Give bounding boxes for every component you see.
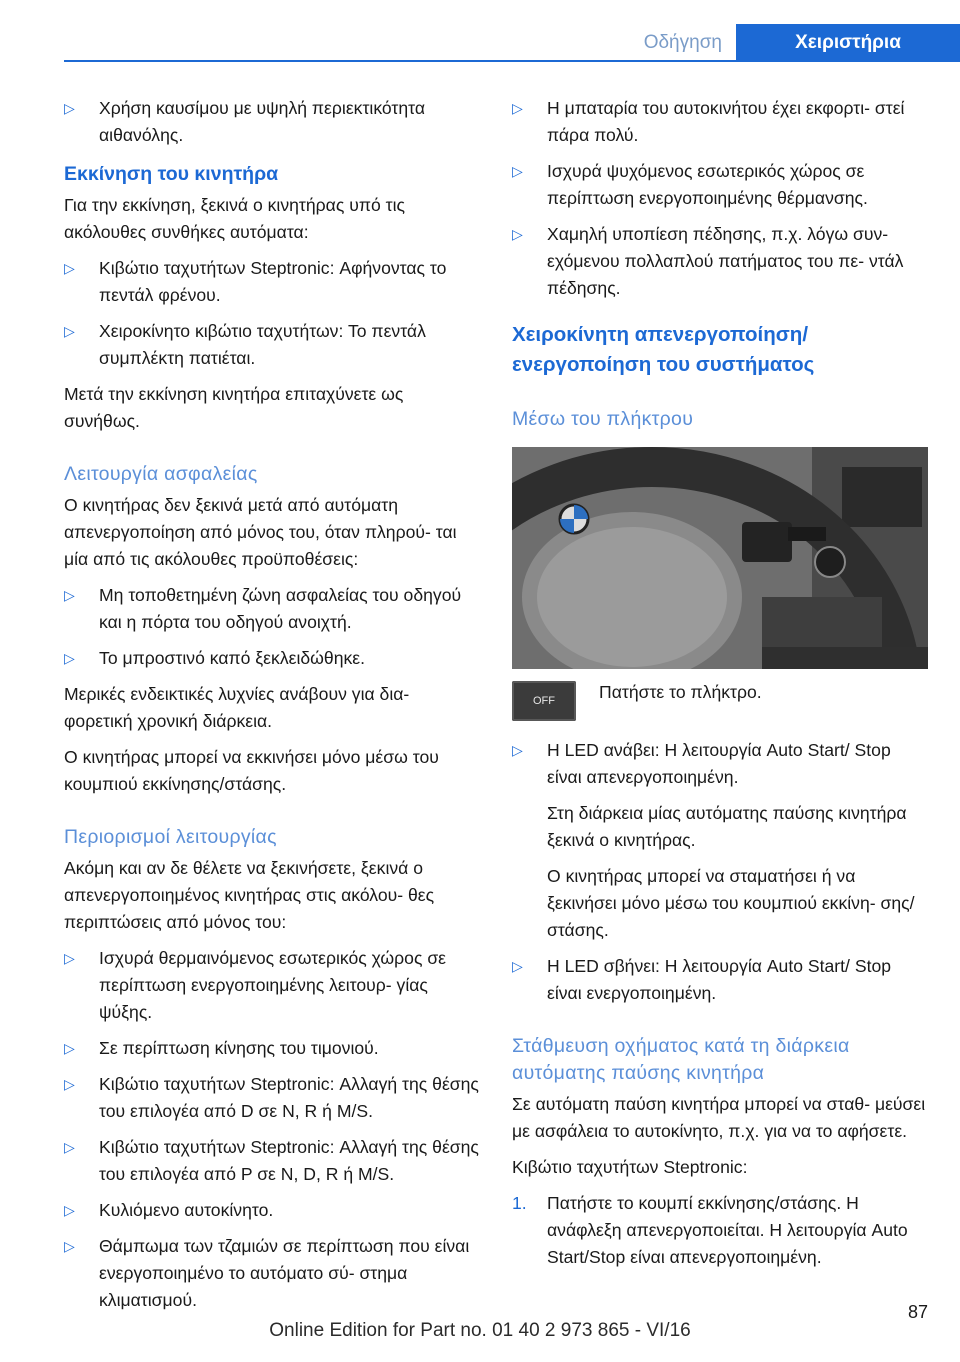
steering-wheel-illustration [512,447,928,669]
section-heading-function-limits: Περιορισμοί λειτουργίας [64,826,277,848]
list-item: ▷ Χαμηλή υποπίεση πέδησης, π.χ. λόγω συν‐ εχόμενου πολλαπλού πατήματος του πε‐ ντάλ πέδησης. [512,221,928,302]
bullet-icon: ▷ [512,742,523,758]
list-item: ▷ Κιβώτιο ταχυτήτων Steptronic: Αλλαγή της θέσης του επιλογέα από D σε N, R ή M/S. [64,1071,479,1125]
section-heading-manual-toggle: Χειροκίνητη απενεργοποίηση/ ενεργοποίηση του συστήματος [512,323,815,376]
paragraph: Κιβώτιο ταχυτήτων Steptronic: [512,1157,748,1177]
bullet-list [64,255,479,372]
numbered-list [512,1190,928,1271]
paragraph: Σε αυτόματη παύση κινητήρα μπορεί να σταθ‐ μεύσει με ασφάλεια το αυτοκίνητο, π.χ. για να το αφήσετε. [512,1094,926,1141]
paragraph: Ο κινητήρας μπορεί να εκκινήσει μόνο μέσω του κουμπιού εκκίνησης/στάσης. [64,747,439,794]
bullet-icon: ▷ [64,1040,75,1056]
indented-text: Στη διάρκεια μίας αυτόματης παύσης κινητήρα ξεκινά ο κινητήρας. [547,803,907,850]
list-item: ▷ Η LED σβήνει: Η λειτουργία Auto Start/ Stop είναι ενεργοποιημένη. [512,953,928,1007]
list-item: ▷ Η μπαταρία του αυτοκινήτου έχει εκφορτι‐ στεί πάρα πολύ. [512,95,928,149]
list-item: ▷ Σε περίπτωση κίνησης του τιμονιού. [64,1035,479,1062]
list-item: ▷ Ισχυρά θερμαινόμενος εσωτερικός χώρος σε περίπτωση ενεργοποιημένης λειτουρ‐ γίας ψύξης. [64,945,479,1026]
section-heading-engine-start: Εκκίνηση του κινητήρα [64,163,279,185]
right-column [512,95,928,1280]
bullet-icon: ▷ [64,650,75,666]
bullet-icon: ▷ [64,1238,75,1254]
list-item: ▷ Το μπροστινό καπό ξεκλειδώθηκε. [64,645,479,672]
paragraph: Πατήστε το πλήκτρο. [599,682,762,702]
left-column [64,95,479,1323]
bullet-icon: ▷ [64,323,75,339]
button-icon-label: OFF [533,695,555,707]
list-item: ▷ Μη τοποθετημένη ζώνη ασφαλείας του οδηγού και η πόρτα του οδηγού ανοιχτή. [64,582,479,636]
bullet-list [512,95,928,302]
page-header [0,0,960,62]
paragraph: Ο κινητήρας δεν ξεκινά μετά από αυτόματη απενεργοποίηση από μόνος του, όταν πληρού‐ ται μία από τις ακόλουθες προϋποθέσεις: [64,495,457,569]
bullet-icon: ▷ [512,163,523,179]
list-item: ▷ Κιβώτιο ταχυτήτων Steptronic: Αφήνοντας το πεντάλ φρένου. [64,255,479,309]
bullet-icon: ▷ [64,1139,75,1155]
section-heading-via-button: Μέσω του πλήκτρου [512,408,694,430]
bullet-icon: ▷ [64,1202,75,1218]
button-instruction [512,679,928,727]
bullet-icon: ▷ [64,260,75,276]
header-rule [64,60,960,62]
page-footer [0,1302,960,1362]
paragraph: Μετά την εκκίνηση κινητήρα επιταχύνετε ως συνήθως. [64,384,404,431]
auto-start-stop-off-button-icon [512,681,576,721]
list-item: ▷ Κιβώτιο ταχυτήτων Steptronic: Αλλαγή της θέσης του επιλογέα από P σε N, D, R ή M/S. [64,1134,479,1188]
paragraph: Μερικές ενδεικτικές λυχνίες ανάβουν για δια‐ φορετική χρονική διάρκεια. [64,684,410,731]
bullet-icon: ▷ [64,100,75,116]
page-number: 87 [907,1302,928,1322]
section-heading-parking: Στάθμευση οχήματος κατά τη διάρκεια αυτόματης παύσης κινητήρα [512,1035,850,1084]
list-item: ▷ Χειροκίνητο κιβώτιο ταχυτήτων: Το πεντάλ συμπλέκτη πατιέται. [64,318,479,372]
list-item: ▷ Χρήση καυσίμου με υψηλή περιεκτικότητα αιθανόλης. [64,95,479,149]
step-number: 1. [512,1193,527,1213]
list-item: ▷ Θάμπωμα των τζαμιών σε περίπτωση που είναι ενεργοποιημένο το αυτόματο σύ‐ στημα κλιματισμού. [64,1233,479,1314]
bullet-list [512,737,928,1007]
bullet-icon: ▷ [512,226,523,242]
bullet-icon: ▷ [512,100,523,116]
list-item: ▷ Ισχυρά ψυχόμενος εσωτερικός χώρος σε περίπτωση ενεργοποιημένης θέρμανσης. [512,158,928,212]
bullet-icon: ▷ [512,958,523,974]
section-heading-safety-function: Λειτουργία ασφαλείας [64,463,258,485]
header-tab-controls[interactable]: Χειριστήρια [736,24,960,62]
indented-text: Ο κινητήρας μπορεί να σταματήσει ή να ξεκινήσει μόνο μέσω του κουμπιού εκκίνη‐ σης/στάσης. [547,866,915,940]
bullet-list [64,95,479,149]
list-item: ▷ Η LED ανάβει: Η λειτουργία Auto Start/ Stop είναι απενεργοποιημένη. Στη διάρκεια μίας αυτόματης παύσης κινητήρα ξεκινά ο κινητήρας. Ο κινητήρας μπορεί να σταματήσει ή να ξεκινήσει μόνο μέσω του κουμπιού εκκίνη‐ σης/στάσης. [512,737,928,944]
bullet-icon: ▷ [64,587,75,603]
header-tab-driving[interactable]: Οδήγηση [643,32,722,53]
edition-line: Online Edition for Part no. 01 40 2 973 865 - VI/16 [269,1320,691,1341]
paragraph: Για την εκκίνηση, ξεκινά ο κινητήρας υπό τις ακόλουθες συνθήκες αυτόματα: [64,195,405,242]
bullet-icon: ▷ [64,950,75,966]
bullet-list [64,945,479,1314]
bullet-list [64,582,479,672]
list-item: ▷ Κυλιόμενο αυτοκίνητο. [64,1197,479,1224]
bullet-icon: ▷ [64,1076,75,1092]
dashboard-photo [512,447,928,669]
paragraph: Ακόμη και αν δε θέλετε να ξεκινήσετε, ξεκινά ο απενεργοποιημένος κινητήρας στις ακόλου‐ θες περιπτώσεις από μόνος του: [64,858,435,932]
list-item: 1. Πατήστε το κουμπί εκκίνησης/στάσης. Η ανάφλεξη απενεργοποιείται. Η λειτουργία Auto Start/Stop είναι απενεργοποιημένη. [512,1190,928,1271]
